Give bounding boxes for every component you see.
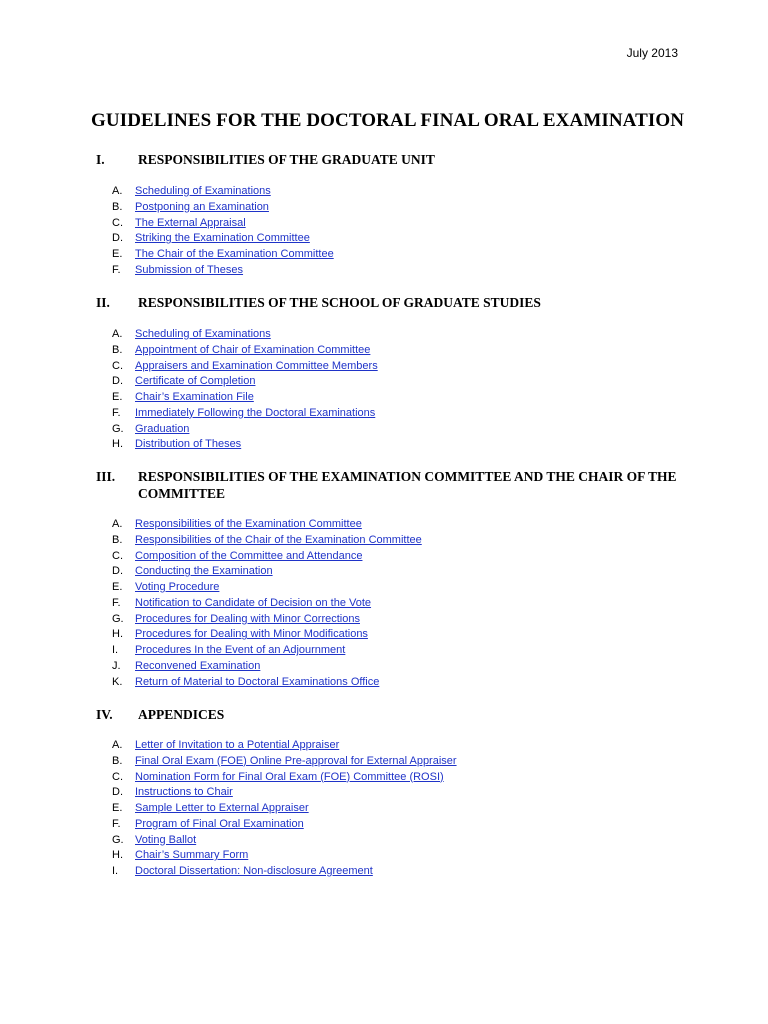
section-title: APPENDICES [138,707,225,722]
item-letter: D. [112,786,123,799]
list-item [112,864,457,880]
list-item [112,517,422,533]
list-item [112,785,457,801]
list-item [112,643,422,659]
toc-link[interactable]: Nomination Form for Final Oral Exam (FOE) Committee (ROSI) [135,770,444,783]
section-heading-3 [96,468,696,502]
item-letter: C. [112,359,123,372]
toc-link[interactable]: Scheduling of Examinations [135,185,271,197]
toc-link[interactable]: Chair’s Summary Form [135,849,249,862]
item-letter: G. [112,833,124,846]
item-letter: F. [112,406,121,419]
toc-link[interactable]: Composition of the Committee and Attendance [135,549,363,562]
list-item [112,833,457,849]
section-heading-4 [96,706,696,723]
list-item [112,738,457,754]
list-item [112,216,334,232]
document-title: GUIDELINES FOR THE DOCTORAL FINAL ORAL EXAMINATION [91,110,685,131]
toc-link[interactable]: Sample Letter to External Appraiser [135,802,309,814]
item-letter: G. [112,612,124,625]
toc-link[interactable]: Immediately Following the Doctoral Examinations [135,406,376,419]
toc-link[interactable]: Doctoral Dissertation: Non-disclosure Agreement [135,865,373,877]
item-letter: B. [112,533,123,546]
item-letter: F. [112,596,121,609]
toc-link[interactable]: Final Oral Exam (FOE) Online Pre-approval for External Appraiser [135,754,457,767]
list-item [112,801,457,817]
section-numeral: I. [96,152,105,167]
section-1-list [112,184,334,279]
section-numeral: IV. [96,707,113,722]
item-letter: C. [112,216,123,229]
list-item [112,390,378,406]
section-title: RESPONSIBILITIES OF THE SCHOOL OF GRADUATE STUDIES [138,295,541,310]
list-item [112,817,457,833]
list-item [112,343,378,359]
item-letter: E. [112,391,123,403]
toc-link[interactable]: Voting Ballot [135,833,197,846]
toc-link[interactable]: Submission of Theses [135,263,244,276]
item-letter: B. [112,343,123,356]
item-letter: E. [112,802,123,814]
list-item [112,327,378,343]
toc-link[interactable]: Procedures In the Event of an Adjournment [135,644,346,656]
item-letter: D. [112,565,123,578]
list-item [112,612,422,628]
toc-link[interactable]: Program of Final Oral Examination [135,817,304,830]
item-letter: D. [112,232,123,245]
item-letter: I. [112,865,119,877]
toc-link[interactable]: The Chair of the Examination Committee [135,248,334,260]
list-item [112,263,334,279]
section-title: RESPONSIBILITIES OF THE EXAMINATION COMMITTEE AND THE CHAIR OF THE COMMITTEE [138,469,677,501]
list-item [112,659,422,675]
list-item [112,627,422,643]
list-item [112,247,334,263]
toc-link[interactable]: Procedures for Dealing with Minor Corrections [135,612,360,625]
toc-link[interactable]: Graduation [135,422,190,435]
item-letter: A. [112,185,123,197]
toc-link[interactable]: Scheduling of Examinations [135,328,271,340]
section-title: RESPONSIBILITIES OF THE GRADUATE UNIT [138,152,435,167]
item-letter: A. [112,518,123,530]
item-letter: B. [112,200,123,213]
item-letter: A. [112,328,123,340]
toc-link[interactable]: Distribution of Theses [135,438,242,451]
toc-link[interactable]: Return of Material to Doctoral Examinations Office [135,675,380,688]
section-2-list [112,327,378,453]
item-letter: H. [112,628,123,641]
toc-link[interactable]: Striking the Examination Committee [135,232,310,245]
list-item [112,848,457,864]
toc-link[interactable]: Appointment of Chair of Examination Committee [135,343,371,356]
toc-link[interactable]: Letter of Invitation to a Potential Appraiser [135,739,340,751]
list-item [112,406,378,422]
list-item [112,549,422,565]
list-item [112,770,457,786]
section-heading-1 [96,151,696,168]
toc-link[interactable]: Procedures for Dealing with Minor Modifications [135,628,368,641]
section-3-list [112,517,422,690]
list-item [112,374,378,390]
toc-link[interactable]: Instructions to Chair [135,786,233,799]
list-item [112,675,422,691]
item-letter: H. [112,438,123,451]
toc-link[interactable]: Responsibilities of the Chair of the Examination Committee [135,533,422,546]
item-letter: G. [112,422,124,435]
toc-link[interactable]: Conducting the Examination [135,565,273,578]
item-letter: K. [112,675,123,688]
toc-link[interactable]: Chair’s Examination File [135,391,254,403]
toc-link[interactable]: Appraisers and Examination Committee Members [135,359,378,372]
list-item [112,580,422,596]
list-item [112,422,378,438]
item-letter: B. [112,754,123,767]
toc-link[interactable]: Notification to Candidate of Decision on the Vote [135,596,372,609]
item-letter: H. [112,849,123,862]
toc-link[interactable]: Reconvened Examination [135,659,261,672]
section-numeral: II. [96,295,110,310]
item-letter: F. [112,263,121,276]
document-date: July 2013 [626,46,678,60]
item-letter: I. [112,644,119,656]
list-item [112,564,422,580]
toc-link[interactable]: Postponing an Examination [135,200,269,213]
item-letter: A. [112,739,123,751]
section-numeral: III. [96,469,116,484]
item-letter: F. [112,817,121,830]
list-item [112,231,334,247]
list-item [112,596,422,612]
list-item [112,754,457,770]
item-letter: C. [112,770,123,783]
list-item [112,359,378,375]
toc-link[interactable]: Certificate of Completion [135,375,256,388]
item-letter: D. [112,375,123,388]
item-letter: C. [112,549,123,562]
toc-link[interactable]: The External Appraisal [135,216,246,229]
item-letter: E. [112,248,123,260]
list-item [112,437,378,453]
item-letter: J. [112,659,121,672]
list-item [112,184,334,200]
item-letter: E. [112,581,123,593]
list-item [112,200,334,216]
toc-link[interactable]: Voting Procedure [135,581,220,593]
toc-link[interactable]: Responsibilities of the Examination Committee [135,518,362,530]
section-heading-2 [96,294,696,311]
section-4-list [112,738,457,880]
list-item [112,533,422,549]
